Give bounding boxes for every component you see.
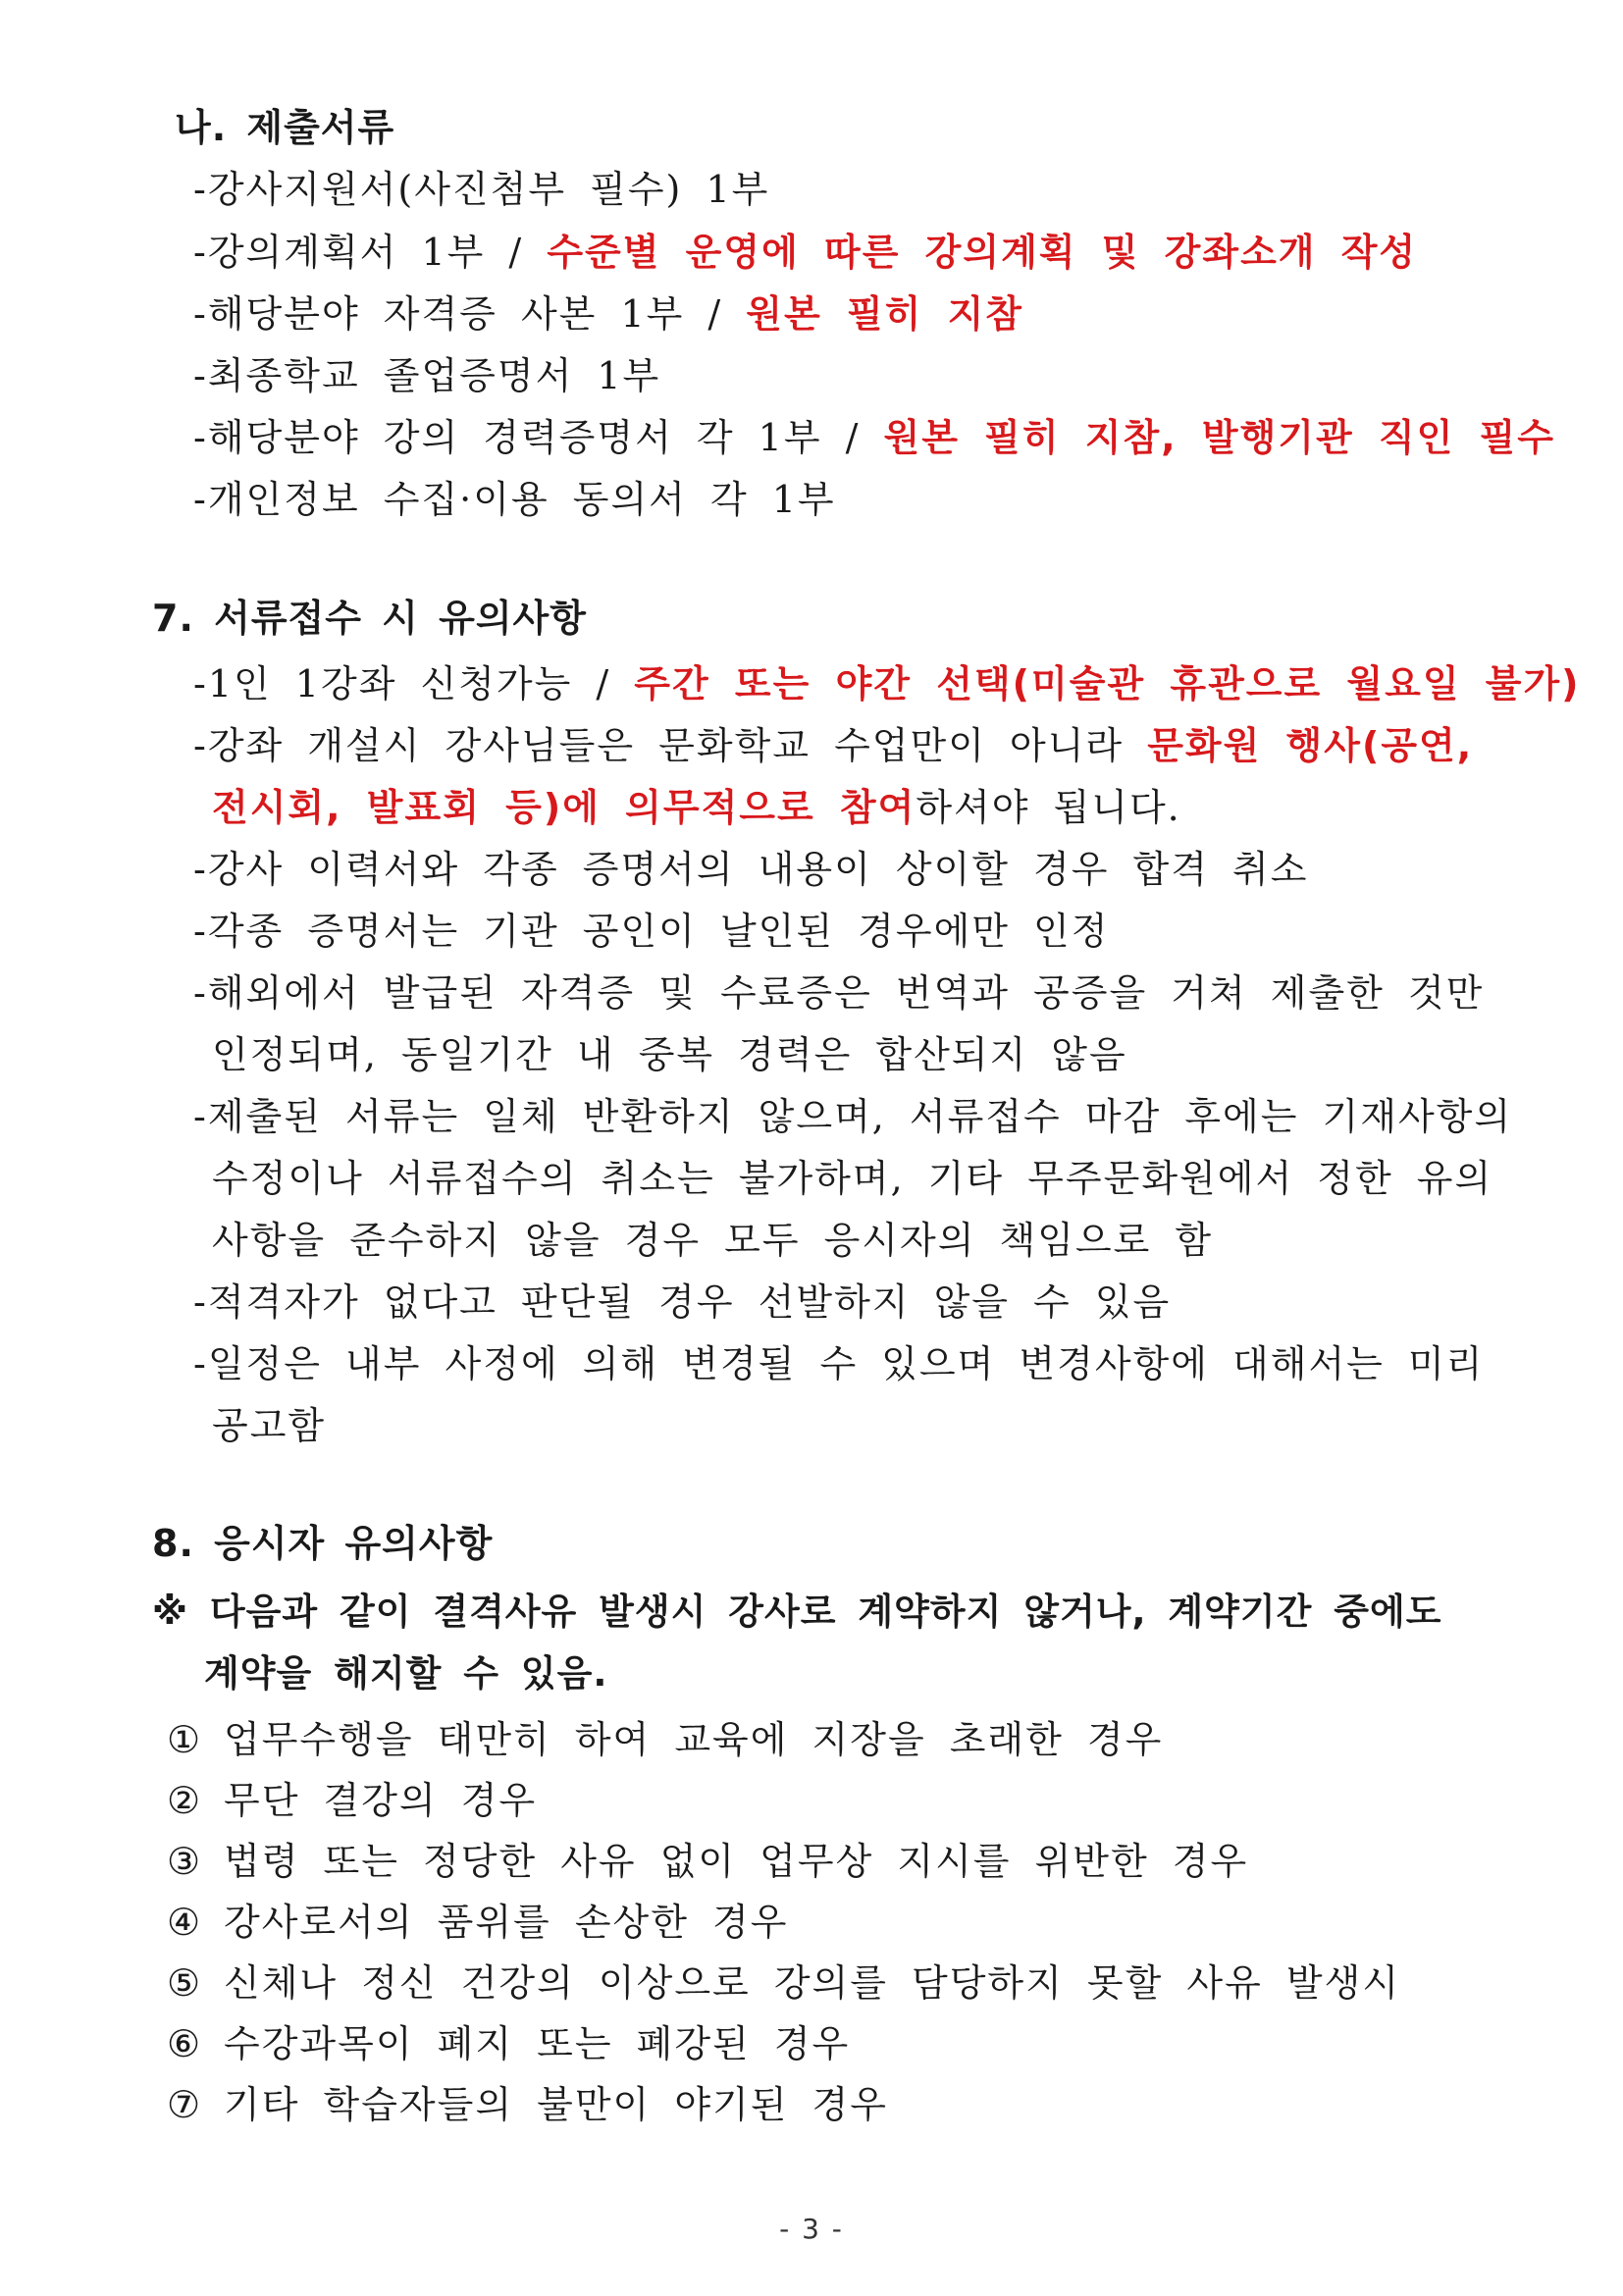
item-number: ① bbox=[167, 1718, 203, 1761]
list-item: -강의계획서 1부 / 수준별 운영에 따른 강의계획 및 강좌소개 작성 bbox=[193, 231, 1418, 274]
item-number: ② bbox=[167, 1779, 203, 1822]
numbered-item: ⑦ 기타 학습자들의 불만이 야기된 경우 bbox=[167, 2080, 888, 2129]
item-number: ⑤ bbox=[167, 1961, 203, 2005]
list-item-continuation: 전시회, 발표회 등)에 의무적으로 참여하셔야 됩니다. bbox=[212, 786, 1181, 829]
list-item: -강사지원서(사진첨부 필수) 1부 bbox=[193, 168, 770, 211]
emphasis-text: 문화원 행사(공연, bbox=[1147, 724, 1474, 767]
emphasis-text: 주간 또는 야간 선택(미술관 휴관으로 월요일 불가) bbox=[634, 662, 1581, 705]
list-item: -해당분야 자격증 사본 1부 / 원본 필히 지참 bbox=[193, 292, 1024, 336]
list-item: -해당분야 강의 경력증명서 각 1부 / 원본 필히 지참, 발행기관 직인 필수 bbox=[193, 416, 1555, 459]
list-item: -강좌 개설시 강사님들은 문화학교 수업만이 아니라 문화원 행사(공연, bbox=[193, 724, 1474, 767]
emphasis-text: 수준별 운영에 따른 강의계획 및 강좌소개 작성 bbox=[547, 231, 1418, 274]
emphasis-text: 원본 필히 지참 bbox=[746, 292, 1024, 336]
item-number: ⑥ bbox=[167, 2022, 203, 2065]
list-item: -적격자가 없다고 판단될 경우 선발하지 않을 수 있음 bbox=[193, 1280, 1172, 1324]
list-item: -해외에서 발급된 자격증 및 수료증은 번역과 공증을 거쳐 제출한 것만 bbox=[193, 971, 1485, 1015]
page-number: - 3 - bbox=[779, 2213, 844, 2245]
list-item: -1인 1강좌 신청가능 / 주간 또는 야간 선택(미술관 휴관으로 월요일 불가) bbox=[193, 662, 1581, 705]
list-item-continuation: 사항을 준수하지 않을 경우 모두 응시자의 책임으로 함 bbox=[212, 1219, 1214, 1262]
list-item: -제출된 서류는 일체 반환하지 않으며, 서류접수 마감 후에는 기재사항의 bbox=[193, 1095, 1513, 1138]
item-number: ④ bbox=[167, 1901, 203, 1944]
list-item: -일정은 내부 사정에 의해 변경될 수 있으며 변경사항에 대해서는 미리 bbox=[193, 1342, 1485, 1385]
emphasis-text: 원본 필히 지참, 발행기관 직인 필수 bbox=[883, 416, 1555, 459]
numbered-item: ⑤ 신체나 정신 건강의 이상으로 강의를 담당하지 못할 사유 발생시 bbox=[167, 1958, 1400, 2008]
numbered-item: ② 무단 결강의 경우 bbox=[167, 1776, 537, 1825]
list-item: -최종학교 졸업증명서 1부 bbox=[193, 354, 661, 397]
section-7-heading: 7. 서류접수 시 유의사항 bbox=[152, 597, 587, 640]
emphasis-text: 전시회, 발표회 등)에 의무적으로 참여 bbox=[212, 786, 916, 829]
section-8-heading: 8. 응시자 유의사항 bbox=[152, 1522, 494, 1565]
numbered-item: ⑥ 수강과목이 폐지 또는 폐강된 경우 bbox=[167, 2019, 850, 2068]
numbered-item: ④ 강사로서의 품위를 손상한 경우 bbox=[167, 1898, 788, 1947]
list-item-continuation: 공고함 bbox=[212, 1404, 327, 1447]
numbered-item: ③ 법령 또는 정당한 사유 없이 업무상 지시를 위반한 경우 bbox=[167, 1837, 1248, 1886]
list-item: -강사 이력서와 각종 증명서의 내용이 상이할 경우 합격 취소 bbox=[193, 848, 1309, 891]
notice-text-continuation: 계약을 해지할 수 있음. bbox=[204, 1652, 608, 1695]
list-item: -개인정보 수집·이용 동의서 각 1부 bbox=[193, 478, 836, 521]
list-item: -각종 증명서는 기관 공인이 날인된 경우에만 인정 bbox=[193, 910, 1110, 953]
numbered-item: ① 업무수행을 태만히 하여 교육에 지장을 초래한 경우 bbox=[167, 1715, 1163, 1764]
list-item-continuation: 수정이나 서류접수의 취소는 불가하며, 기타 무주문화원에서 정한 유의 bbox=[212, 1157, 1493, 1200]
item-number: ⑦ bbox=[167, 2083, 203, 2126]
list-item-continuation: 인정되며, 동일기간 내 중복 경력은 합산되지 않음 bbox=[212, 1033, 1127, 1076]
section-na-heading: 나. 제출서류 bbox=[175, 106, 395, 149]
notice-text: ※ 다음과 같이 결격사유 발생시 강사로 계약하지 않거나, 계약기간 중에도 bbox=[152, 1591, 1442, 1633]
item-number: ③ bbox=[167, 1840, 203, 1883]
